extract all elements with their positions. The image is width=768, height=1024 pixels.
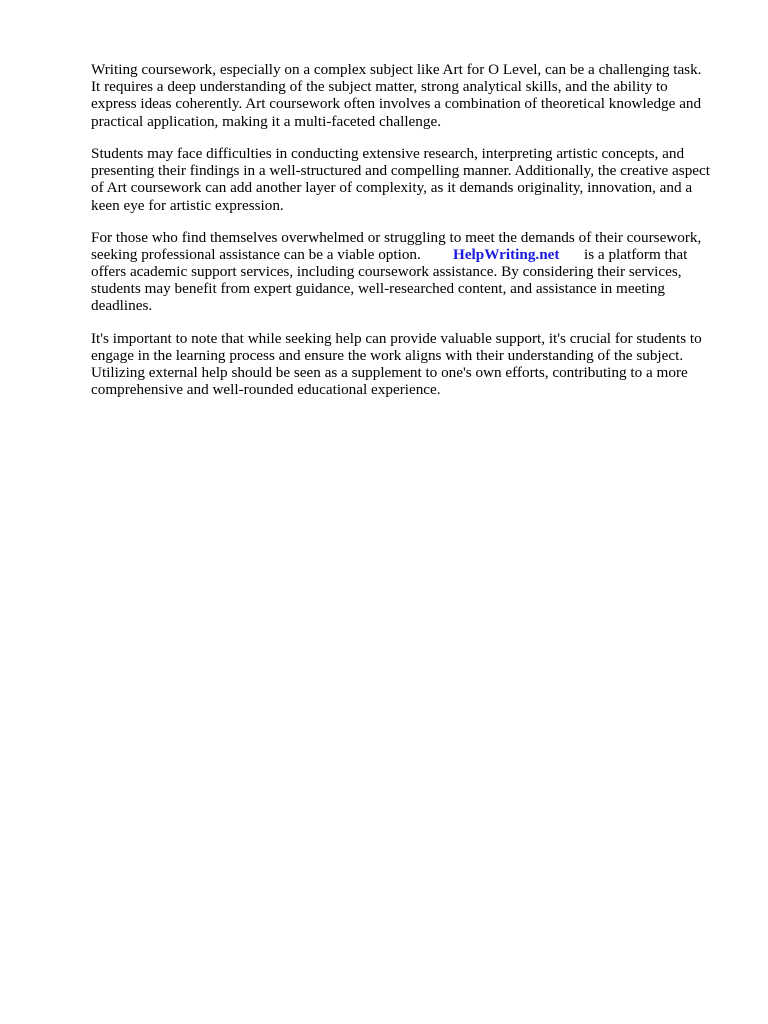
paragraph-line: It requires a deep understanding of the subject matter, strong analytical skills, and the ability to [91,78,668,95]
paragraph-line: Writing coursework, especially on a complex subject like Art for O Level, can be a challenging task. [91,61,702,78]
paragraph-line: engage in the learning process and ensure the work aligns with their understanding of the subject. [91,347,684,364]
paragraph-line: of Art coursework can add another layer of complexity, as it demands originality, innovation, and a [91,179,693,196]
paragraph-line: It's important to note that while seeking help can provide valuable support, it's crucial for students to [91,330,702,347]
paragraph-line: comprehensive and well-rounded educational experience. [91,381,441,398]
paragraph-line: deadlines. [91,297,153,314]
paragraph-line: presenting their findings in a well-structured and compelling manner. Additionally, the creative aspect [91,162,710,179]
line-text-before-link: seeking professional assistance can be a viable option. [91,246,421,263]
paragraph-line: Utilizing external help should be seen as a supplement to one's own efforts, contributing to a more [91,364,688,381]
paragraph-line: offers academic support services, including coursework assistance. By considering their services, [91,263,682,280]
line-text-after-link: is a platform that [584,246,688,263]
paragraph-line: Students may face difficulties in conducting extensive research, interpreting artistic concepts, and [91,145,685,162]
paragraph-line: keen eye for artistic expression. [91,197,284,214]
paragraph-line: practical application, making it a multi-faceted challenge. [91,113,442,130]
paragraph-line: students may benefit from expert guidance, well-researched content, and assistance in meeting [91,280,665,297]
helpwriting-link[interactable]: HelpWriting.net [453,246,560,263]
paragraph-line-with-link [91,246,687,263]
paragraph-line: express ideas coherently. Art coursework often involves a combination of theoretical knowledge and [91,95,702,112]
paragraph-line: For those who find themselves overwhelmed or struggling to meet the demands of their coursework, [91,229,702,246]
